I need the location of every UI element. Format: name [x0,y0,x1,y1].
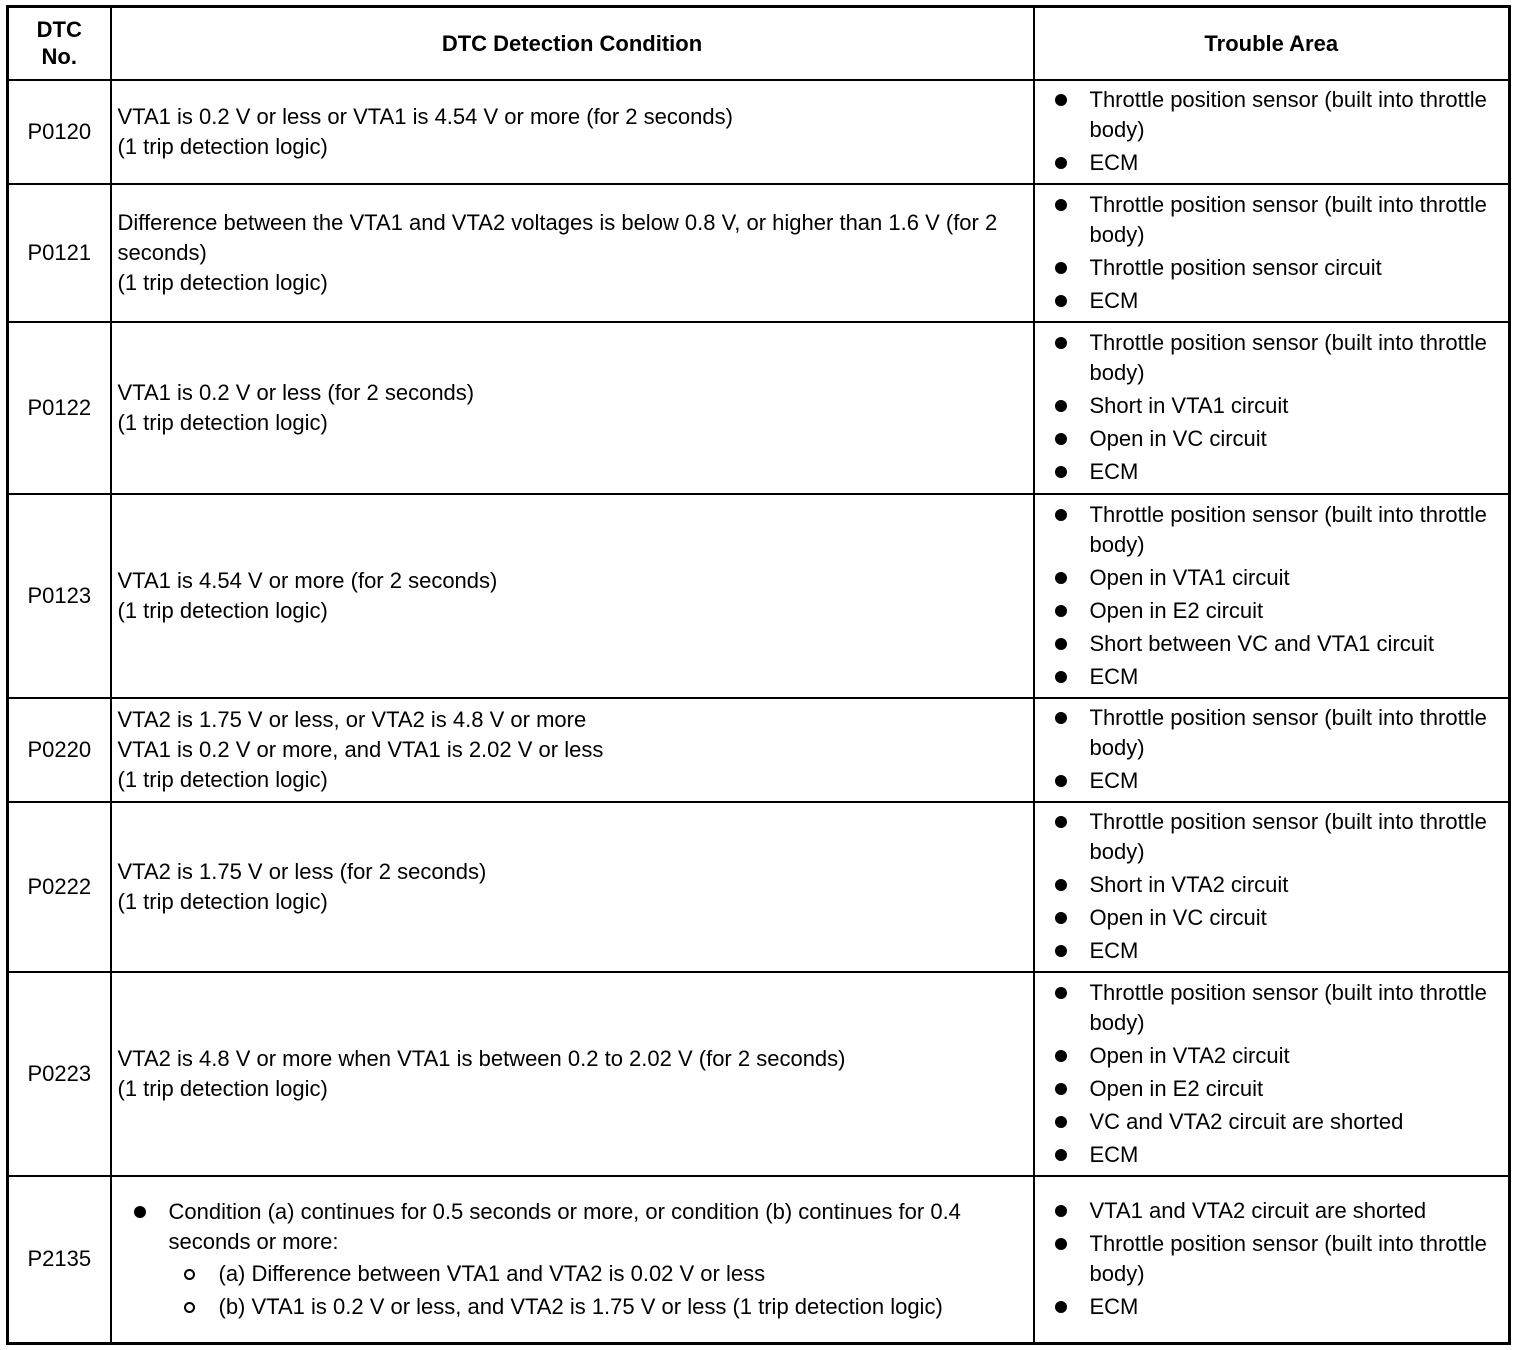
detection-condition [111,322,1034,494]
table-header-row [8,7,1510,80]
dtc-table [6,5,1511,1345]
dtc-code: P0222 [8,802,111,972]
condition-text: VTA2 is 1.75 V or less (for 2 seconds) [117,858,487,884]
list-item: Throttle position sensor (built into throttle body) [1055,190,1499,250]
bullet-icon [1055,671,1067,683]
bullet-icon [1055,509,1067,521]
dtc-code: P0120 [8,80,111,184]
bullet-icon [1055,1116,1067,1128]
list-item: Open in E2 circuit [1055,596,1499,626]
list-item: Throttle position sensor (built into throttle body) [1055,807,1499,867]
dtc-code: P0122 [8,322,111,494]
list-item: ECM [1055,457,1499,487]
list-item: Open in VC circuit [1055,903,1499,933]
trouble-area [1034,802,1510,972]
table-row [8,184,1510,322]
header-detection-condition: DTC Detection Condition [111,7,1034,80]
table-row [8,802,1510,972]
list-item: ECM [1055,1292,1499,1322]
bullet-icon [1055,712,1067,724]
condition-text: (1 trip detection logic) [117,269,328,295]
list-item: ECM [1055,662,1499,692]
bullet-icon [1055,199,1067,211]
condition-text: VTA1 is 0.2 V or more, and VTA1 is 2.02 V or less [117,736,604,762]
header-dtc-no: DTC No. [8,7,111,80]
condition-text: (1 trip detection logic) [117,409,328,435]
list-item: (a) Difference between VTA1 and VTA2 is 0.02 V or less [182,1259,1027,1289]
condition-text: Difference between the VTA1 and VTA2 voltages is below 0.8 V, or higher than 1.6 V (for 2 seconds) [117,209,998,265]
list-item: Short in VTA1 circuit [1055,391,1499,421]
bullet-icon [1055,987,1067,999]
table-row [8,972,1510,1176]
list-item: ECM [1055,286,1499,316]
list-item: ECM [1055,936,1499,966]
bullet-icon [1055,605,1067,617]
detection-condition [111,184,1034,322]
condition-text: (1 trip detection logic) [117,888,328,914]
list-item: VTA1 and VTA2 circuit are shorted [1055,1196,1499,1226]
list-item: Throttle position sensor (built into throttle body) [1055,328,1499,388]
dtc-code: P0223 [8,972,111,1176]
bullet-icon [1055,295,1067,307]
bullet-icon [1055,337,1067,349]
list-item: Short in VTA2 circuit [1055,870,1499,900]
list-item: ECM [1055,766,1499,796]
detection-condition [111,494,1034,698]
dtc-code: P2135 [8,1176,111,1344]
list-item: Throttle position sensor (built into throttle body) [1055,500,1499,560]
bullet-icon [1055,94,1067,106]
list-item: Open in E2 circuit [1055,1074,1499,1104]
detection-condition [111,698,1034,802]
list-item: Throttle position sensor (built into throttle body) [1055,1229,1499,1289]
bullet-icon [1055,1205,1067,1217]
list-item: Open in VC circuit [1055,424,1499,454]
list-item: Open in VTA1 circuit [1055,563,1499,593]
trouble-area [1034,80,1510,184]
trouble-area [1034,698,1510,802]
list-item: Throttle position sensor (built into throttle body) [1055,978,1499,1038]
dtc-code: P0121 [8,184,111,322]
condition-text: VTA2 is 4.8 V or more when VTA1 is between 0.2 to 2.02 V (for 2 seconds) [117,1045,846,1071]
table-row [8,1176,1510,1344]
bullet-icon [1055,1149,1067,1161]
bullet-icon [1055,879,1067,891]
trouble-area [1034,1176,1510,1344]
bullet-icon [1055,638,1067,650]
detection-condition [111,972,1034,1176]
bullet-icon [134,1206,146,1218]
condition-text: VTA1 is 0.2 V or less (for 2 seconds) [117,379,475,405]
condition-text: VTA1 is 4.54 V or more (for 2 seconds) [117,567,498,593]
trouble-area [1034,494,1510,698]
list-item: VC and VTA2 circuit are shorted [1055,1107,1499,1137]
bullet-icon [1055,572,1067,584]
bullet-icon [1055,816,1067,828]
bullet-icon [1055,466,1067,478]
list-item: Condition (a) continues for 0.5 seconds or more, or condition (b) continues for 0.4 seconds or more: (a) Difference between VTA1 and VTA2 is 0.02 V or less (b) VTA1 is 0.2 V or less, and VTA2 is 1.75 V or less (1 trip detection logic) [134,1197,1027,1322]
list-item: Throttle position sensor (built into throttle body) [1055,703,1499,763]
condition-text: (1 trip detection logic) [117,1075,328,1101]
bullet-icon [1055,1301,1067,1313]
dtc-code: P0123 [8,494,111,698]
condition-text: VTA1 is 0.2 V or less or VTA1 is 4.54 V or more (for 2 seconds) [117,103,733,129]
condition-text: VTA2 is 1.75 V or less, or VTA2 is 4.8 V or more [117,706,587,732]
bullet-icon [1055,1050,1067,1062]
bullet-icon [1055,157,1067,169]
bullet-icon [1055,400,1067,412]
bullet-icon [1055,945,1067,957]
header-trouble-area: Trouble Area [1034,7,1510,80]
table-row [8,80,1510,184]
bullet-icon [1055,262,1067,274]
bullet-icon [1055,912,1067,924]
list-item: ECM [1055,148,1499,178]
bullet-icon [1055,1083,1067,1095]
list-item: Short between VC and VTA1 circuit [1055,629,1499,659]
list-item: Throttle position sensor circuit [1055,253,1499,283]
bullet-icon [1055,433,1067,445]
circle-bullet-icon [184,1269,195,1280]
dtc-code: P0220 [8,698,111,802]
trouble-area [1034,184,1510,322]
table-row [8,698,1510,802]
list-item: Throttle position sensor (built into throttle body) [1055,85,1499,145]
bullet-icon [1055,1238,1067,1250]
detection-condition [111,80,1034,184]
bullet-icon [1055,775,1067,787]
detection-condition [111,802,1034,972]
detection-condition [111,1176,1034,1344]
condition-text: (1 trip detection logic) [117,766,328,792]
list-item: (b) VTA1 is 0.2 V or less, and VTA2 is 1.75 V or less (1 trip detection logic) [182,1292,1027,1322]
table-row [8,322,1510,494]
condition-text: (1 trip detection logic) [117,597,328,623]
table-row [8,494,1510,698]
condition-text: (1 trip detection logic) [117,133,328,159]
trouble-area [1034,972,1510,1176]
trouble-area [1034,322,1510,494]
list-item: Open in VTA2 circuit [1055,1041,1499,1071]
list-item: ECM [1055,1140,1499,1170]
circle-bullet-icon [184,1302,195,1313]
